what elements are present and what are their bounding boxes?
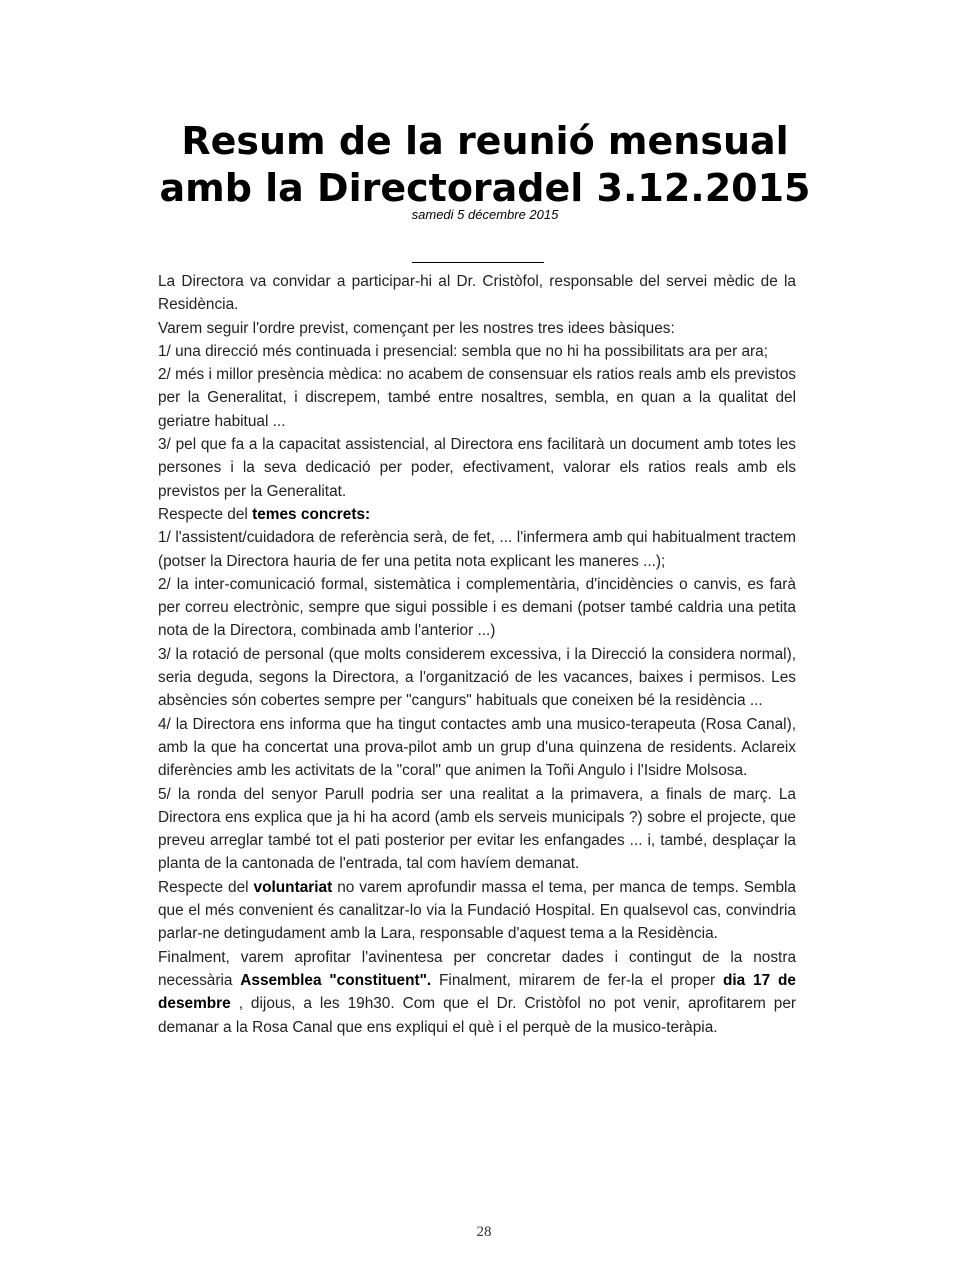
paragraph: 5/ la ronda del senyor Parull podria ser una realitat a la primavera, a finals de març. La Directora ens explica que ja hi ha acord (amb els serveis municipals ?) sobre el projecte, que preveu arreglar també tot el pati posterior per evitar les enfangades ... i, també, desplaçar la planta de la cantonada de l'entrada, tal com havíem demanat. [158,785,796,873]
paragraph: 4/ la Directora ens informa que ha tingut contactes amb una musico-terapeuta (Rosa Canal), amb la que ha concertat una prova-pilot amb un grup d'una quinzena de residents. Aclareix diferències amb les activitats de la "coral" que animen la Toñi Angulo i l'Isidre Molsosa. [158,715,796,780]
text-span: Respecte del [158,878,254,896]
paragraph: Varem seguir l'ordre previst, començant per les nostres tres idees bàsiques: [158,319,675,337]
title-line-1: Resum de la reunió mensual [181,119,789,163]
paragraph: 1/ una direcció més continuada i presencial: sembla que no hi ha possibilitats ara per ara; [158,342,768,360]
bold-text: temes concrets: [252,505,371,523]
paragraph [158,876,796,946]
text-span: Respecte del [158,505,253,523]
text-span: , dijous, a les 19h30. Com que el Dr. Cristòfol no pot venir, aprofitarem per demanar a la Rosa Canal que ens expliqui el què i el perquè de la musico-teràpia. [158,995,796,1036]
bold-text: Assemblea "constituent". [240,971,432,989]
bold-text: dia 17 de desembre [158,971,796,1013]
article-body [158,270,796,1039]
paragraph: 1/ l'assistent/cuidadora de referència serà, de fet, ... l'infermera amb qui habitualment tractem (potser la Directora hauria de fer una petita nota explicant les maneres ...); [158,529,796,570]
page-number: 28 [476,1224,492,1240]
paragraph: 2/ més i millor presència mèdica: no acabem de consensuar els ratios reals amb els previstos per la Generalitat, i discrepem, també entre nosaltres, sembla, en quan a la qualitat del geriatre habitual ... [158,366,796,430]
text-span: Finalment, varem aprofitar l'avinentesa per concretar dades i contingut de la nostra necessària [158,948,796,989]
page-title [140,118,830,212]
separator-line [412,262,544,263]
paragraph [158,946,796,1039]
paragraph [158,503,796,526]
text-span: Finalment, mirarem de fer-la el proper [431,971,723,989]
paragraph: La Directora va convidar a participar-hi al Dr. Cristòfol, responsable del servei mèdic de la Residència. [158,273,796,314]
bold-text: voluntariat [253,878,333,896]
paragraph: 3/ la rotació de personal (que molts considerem excessiva, i la Direcció la considera normal), seria deguda, segons la Directora, a l'organització de les vacances, baixes i permisos. Les absències són cobertes sempre per "cangurs" habituals que coneixen bé la residència ... [158,645,796,710]
text-span: no varem aprofundir massa el tema, per manca de temps. Sembla que el més convenient és canalitzar-lo via la Fundació Hospital. En qualsevol cas, convindria parlar-ne detingudament amb la Lara, responsable d'aquest tema a la Residència. [158,878,796,943]
title-line-2: amb la Directoradel 3.12.2015 [159,166,811,210]
paragraph: 3/ pel que fa a la capacitat assistencial, al Directora ens facilitarà un document amb totes les persones i la seva dedicació per poder, efectivament, valorar els ratios reals amb els previstos per la Generalitat. [158,436,796,500]
paragraph: 2/ la inter-comunicació formal, sistemàtica i complementària, d'incidències o canvis, es farà per correu electrònic, sempre que sigui possible i es demani (potser també caldria una petita nota de la Directora, combinada amb l'anterior ...) [158,575,796,640]
post-date: samedi 5 décembre 2015 [411,207,559,222]
